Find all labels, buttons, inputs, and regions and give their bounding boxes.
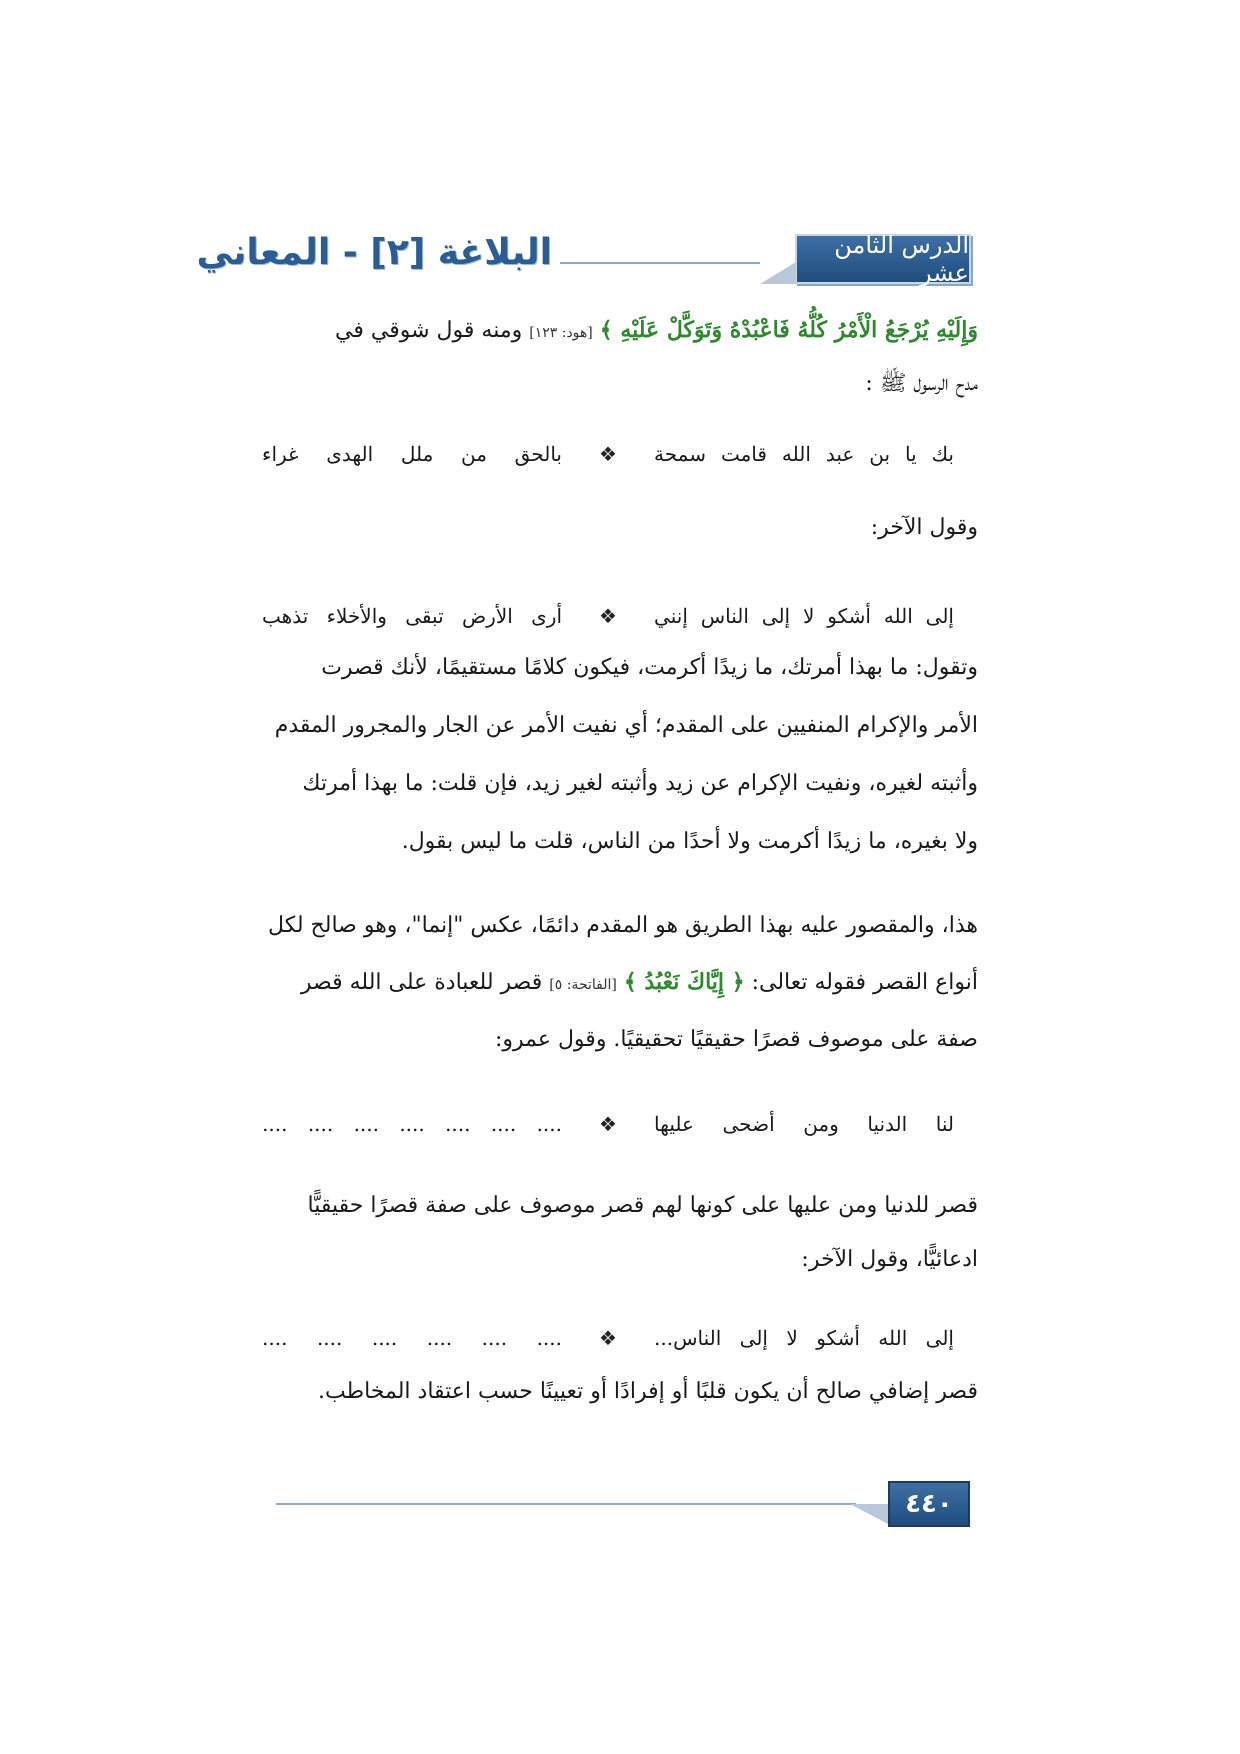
line-text: أنواع القصر فقوله تعالى:: [751, 970, 978, 995]
paragraph-line: صفة على موصوف قصرًا حقيقيًا تحقيقيًا. وقول عمرو:: [494, 1027, 978, 1052]
ellipsis: ....: [445, 1112, 471, 1136]
text-line: وقول الآخر:: [870, 515, 978, 540]
word: من: [461, 442, 487, 466]
word: أشكو: [816, 1326, 860, 1350]
word: بالحق: [514, 442, 562, 466]
lesson-badge: [795, 231, 971, 287]
word: تبقى: [405, 604, 444, 628]
word: إلى: [925, 1326, 954, 1350]
word: يا: [904, 442, 917, 466]
word: الأرض: [461, 604, 513, 628]
paragraph-line: وأثبته لغيره، ونفيت الإكرام عن زيد وأثبته لغير زيد، فإن قلت: ما بهذا أمرتك: [302, 771, 978, 796]
second-hemistich: [262, 1112, 562, 1136]
word: بك: [931, 442, 954, 466]
word: غراء: [262, 442, 299, 466]
word: الناس: [700, 604, 749, 628]
header-ornament: [760, 262, 796, 284]
paragraph-line: قصر إضافي صالح أن يكون قلبًا أو إفرادًا أو تعيينًا حسب اعتقاد المخاطب.: [318, 1379, 978, 1404]
word: والأخلاء: [326, 604, 387, 628]
page-number: ٤٤٠: [888, 1481, 970, 1527]
ellipsis: ....: [353, 1112, 379, 1136]
ellipsis: ....: [262, 1112, 288, 1136]
word: أشكو: [827, 604, 871, 628]
verse-separator-icon: ❖: [599, 442, 617, 466]
book-title: البلاغة [٢] - المعاني: [196, 232, 552, 273]
word: لا: [786, 1326, 798, 1350]
footer-rule: [276, 1503, 856, 1505]
word: بن: [869, 442, 891, 466]
second-hemistich: [262, 604, 562, 628]
poem-verse: [262, 598, 954, 634]
word: عبد: [825, 442, 855, 466]
quran-line: [262, 310, 978, 353]
word: عليها: [654, 1112, 694, 1136]
ellipsis: ....: [307, 1112, 334, 1136]
verse-separator-icon: ❖: [599, 1112, 617, 1136]
paragraph-line: هذا، والمقصور عليه بهذا الطريق هو المقدم دائمًا، عكس "إنما"، وهو صالح لكل: [268, 913, 978, 938]
word: الله: [878, 1326, 908, 1350]
word: إلى: [761, 604, 791, 628]
ellipsis: ....: [536, 1326, 562, 1350]
header-rule: [560, 262, 760, 264]
ellipsis: ....: [316, 1326, 343, 1350]
word: الهدى: [326, 442, 374, 466]
word: الناس...: [654, 1326, 722, 1350]
lesson-label: الدرس الثامن عشر: [834, 231, 969, 287]
word: إلى: [739, 1326, 768, 1350]
word: الله: [781, 442, 811, 466]
word: سمحة: [654, 442, 706, 466]
ellipsis: ....: [399, 1112, 425, 1136]
ellipsis: ....: [262, 1326, 288, 1350]
paragraph-line: قصر للدنيا ومن عليها على كونها لهم قصر موصوف على صفة قصرًا حقيقيًّا: [307, 1193, 978, 1218]
verse-reference: [هود: ١٢٣]: [529, 325, 593, 341]
second-hemistich: [262, 442, 562, 466]
first-hemistich: [654, 1326, 954, 1350]
verse-separator-icon: ❖: [599, 1326, 617, 1350]
first-hemistich: [654, 442, 954, 466]
word: ومن: [803, 1112, 839, 1136]
word: إنني: [654, 604, 688, 628]
quran-verse: ﴿ إِيَّاكَ نَعْبُدُ ﴾: [623, 969, 745, 995]
ellipsis: ....: [536, 1112, 562, 1136]
paragraph-line: ولا بغيره، ما زيدًا أكرمت ولا أحدًا من الناس، قلت ما ليس بقول.: [401, 829, 978, 854]
text-line: مدح الرسول ﷺ :: [865, 371, 978, 396]
ellipsis: ....: [490, 1112, 517, 1136]
ellipsis: ....: [426, 1326, 453, 1350]
paragraph-line: ادعائيًّا، وقول الآخر:: [801, 1247, 978, 1272]
word: لا: [802, 604, 815, 628]
first-hemistich: [654, 1112, 954, 1136]
word: الدنيا: [867, 1112, 908, 1136]
paragraph-line: وتقول: ما بهذا أمرتك، ما زيدًا أكرمت، فيكون كلامًا مستقيمًا، لأنك قصرت: [321, 655, 978, 680]
footer-ornament: [850, 1504, 888, 1524]
first-hemistich: [654, 604, 954, 628]
line-text: قصر للعبادة على الله قصر: [300, 970, 543, 995]
word: الله: [883, 604, 913, 628]
second-hemistich: [262, 1326, 562, 1350]
word: ملل: [400, 442, 434, 466]
paragraph-line: [262, 962, 978, 1005]
paragraph-line: الأمر والإكرام المنفيين على المقدم؛ أي نفيت الأمر عن الجار والمجرور المقدم: [274, 713, 978, 738]
word: أضحى: [722, 1112, 775, 1136]
ellipsis: ....: [371, 1326, 398, 1350]
line-continuation: ومنه قول شوقي في: [335, 318, 523, 343]
word: أرى: [531, 604, 562, 628]
poem-verse: [262, 1106, 954, 1142]
ellipsis: ....: [481, 1326, 508, 1350]
word: تذهب: [262, 604, 309, 628]
poem-verse: [262, 1320, 954, 1356]
word: لنا: [935, 1112, 954, 1136]
poem-verse: [262, 436, 954, 472]
verse-separator-icon: ❖: [599, 604, 617, 628]
quran-verse: وَإِلَيْهِ يُرْجَعُ الْأَمْرُ كُلُّهُ فَاعْبُدْهُ وَتَوَكَّلْ عَلَيْهِ ﴾: [599, 317, 978, 343]
word: إلى: [925, 604, 954, 628]
verse-reference: [الفاتحة: ٥]: [549, 977, 617, 993]
word: قامت: [720, 442, 767, 466]
